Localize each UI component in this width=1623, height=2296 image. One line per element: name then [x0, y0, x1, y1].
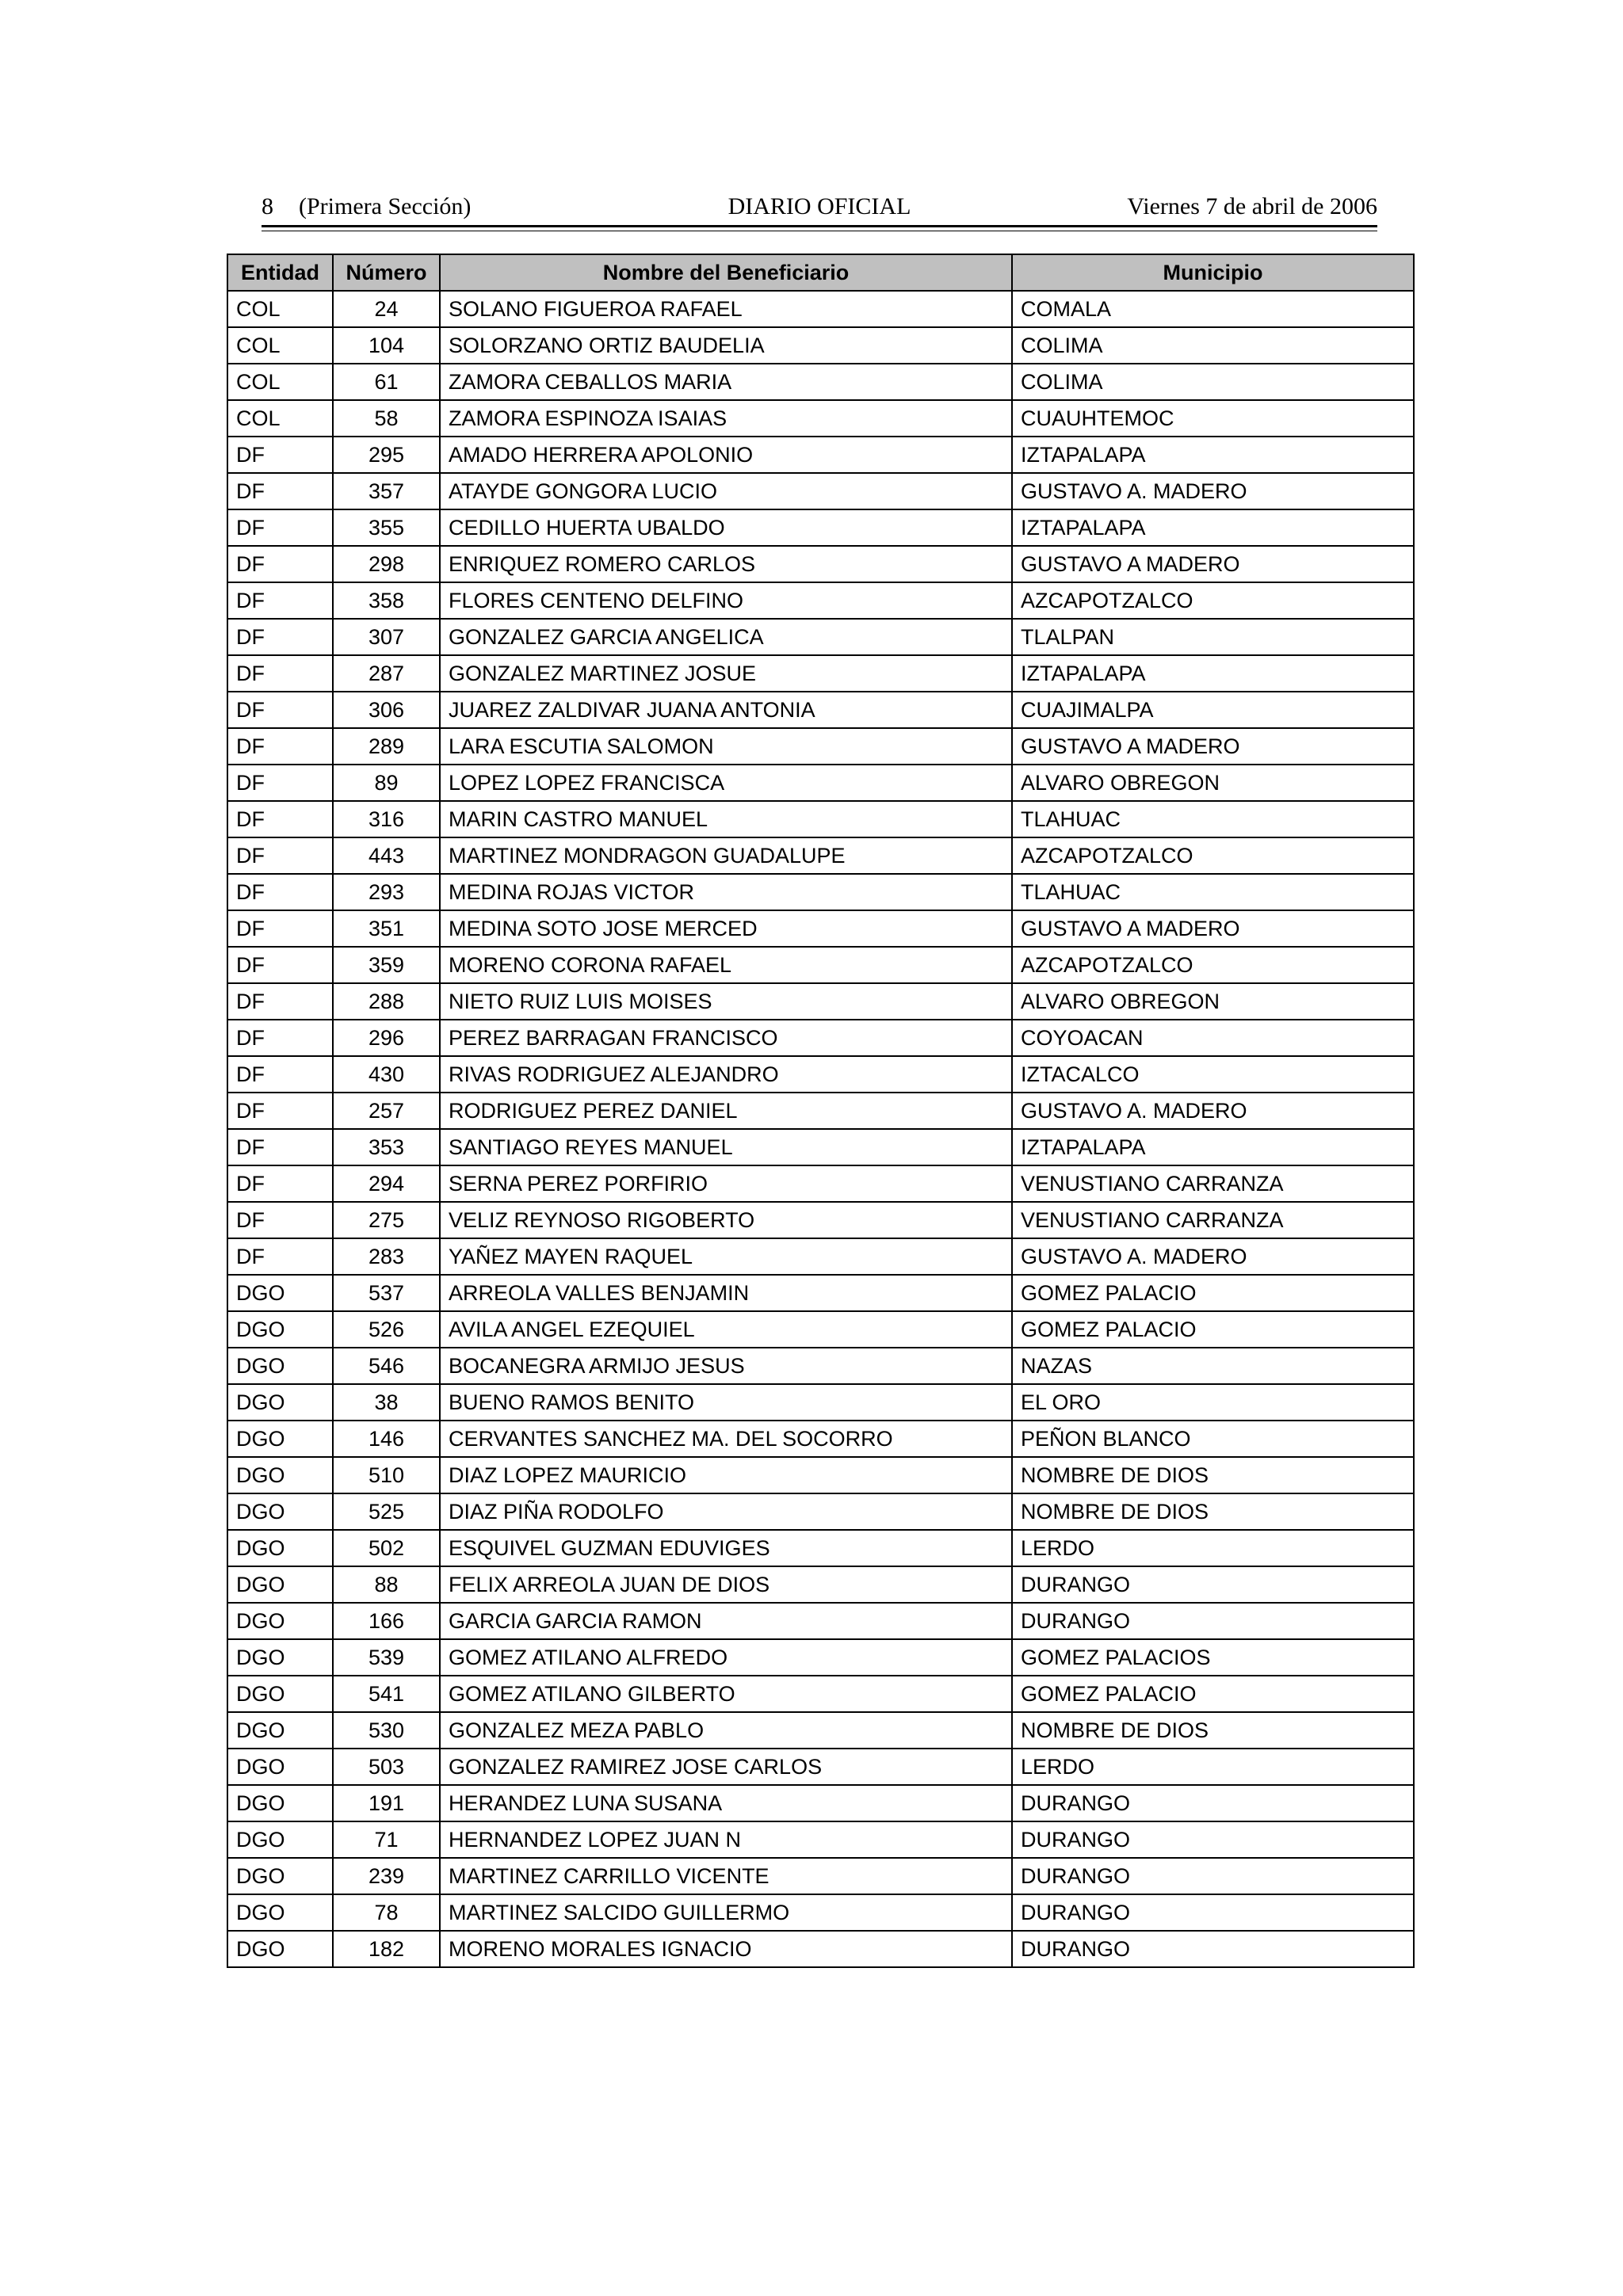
numero-cell: 293: [333, 874, 440, 910]
table-row: [227, 582, 1414, 619]
municipio-cell: NOMBRE DE DIOS: [1012, 1493, 1414, 1530]
municipio-cell: VENUSTIANO CARRANZA: [1012, 1202, 1414, 1238]
beneficiario-cell: PEREZ BARRAGAN FRANCISCO: [440, 1020, 1012, 1056]
beneficiario-cell: MARTINEZ SALCIDO GUILLERMO: [440, 1894, 1012, 1931]
entidad-cell: COL: [227, 327, 333, 364]
beneficiario-cell: DIAZ LOPEZ MAURICIO: [440, 1457, 1012, 1493]
table-header: [227, 254, 1414, 291]
municipio-cell: GOMEZ PALACIO: [1012, 1275, 1414, 1311]
beneficiario-cell: AMADO HERRERA APOLONIO: [440, 437, 1012, 473]
beneficiario-cell: AVILA ANGEL EZEQUIEL: [440, 1311, 1012, 1348]
table-row: [227, 1275, 1414, 1311]
entidad-cell: DGO: [227, 1676, 333, 1712]
entidad-cell: DF: [227, 1238, 333, 1275]
beneficiario-cell: GONZALEZ MEZA PABLO: [440, 1712, 1012, 1749]
numero-cell: 289: [333, 728, 440, 765]
numero-cell: 537: [333, 1275, 440, 1311]
table-row: [227, 1566, 1414, 1603]
table-row: [227, 1712, 1414, 1749]
municipio-cell: ALVARO OBREGON: [1012, 983, 1414, 1020]
beneficiario-cell: MEDINA ROJAS VICTOR: [440, 874, 1012, 910]
publication-date: Viernes 7 de abril de 2006: [1127, 193, 1377, 219]
beneficiario-cell: GONZALEZ GARCIA ANGELICA: [440, 619, 1012, 655]
table-row: [227, 1785, 1414, 1821]
table-row: [227, 1749, 1414, 1785]
entidad-cell: DGO: [227, 1421, 333, 1457]
table-row: [227, 1931, 1414, 1967]
beneficiario-cell: NIETO RUIZ LUIS MOISES: [440, 983, 1012, 1020]
municipio-cell: DURANGO: [1012, 1785, 1414, 1821]
beneficiario-cell: MARIN CASTRO MANUEL: [440, 801, 1012, 837]
beneficiario-cell: DIAZ PIÑA RODOLFO: [440, 1493, 1012, 1530]
beneficiario-cell: SOLANO FIGUEROA RAFAEL: [440, 291, 1012, 327]
numero-cell: 288: [333, 983, 440, 1020]
numero-cell: 298: [333, 546, 440, 582]
municipio-cell: IZTACALCO: [1012, 1056, 1414, 1093]
municipio-cell: NOMBRE DE DIOS: [1012, 1457, 1414, 1493]
numero-cell: 353: [333, 1129, 440, 1165]
municipio-cell: DURANGO: [1012, 1821, 1414, 1858]
table-row: [227, 692, 1414, 728]
municipio-cell: DURANGO: [1012, 1894, 1414, 1931]
numero-cell: 58: [333, 400, 440, 437]
municipio-cell: DURANGO: [1012, 1566, 1414, 1603]
numero-cell: 24: [333, 291, 440, 327]
numero-cell: 351: [333, 910, 440, 947]
table-header-row: [227, 254, 1414, 291]
numero-cell: 275: [333, 1202, 440, 1238]
numero-cell: 61: [333, 364, 440, 400]
numero-cell: 287: [333, 655, 440, 692]
numero-cell: 510: [333, 1457, 440, 1493]
entidad-cell: DF: [227, 1129, 333, 1165]
beneficiaries-table: [227, 254, 1415, 1968]
page-number: 8: [262, 193, 273, 219]
entidad-cell: DGO: [227, 1639, 333, 1676]
beneficiario-cell: MEDINA SOTO JOSE MERCED: [440, 910, 1012, 947]
numero-cell: 443: [333, 837, 440, 874]
table-body: [227, 291, 1414, 1967]
municipio-cell: DURANGO: [1012, 1603, 1414, 1639]
numero-cell: 359: [333, 947, 440, 983]
municipio-cell: TLAHUAC: [1012, 801, 1414, 837]
entidad-cell: DGO: [227, 1384, 333, 1421]
table-row: [227, 437, 1414, 473]
numero-cell: 146: [333, 1421, 440, 1457]
table-row: [227, 546, 1414, 582]
table-row: [227, 655, 1414, 692]
column-nombre-header: Nombre del Beneficiario: [440, 254, 1012, 291]
column-entidad-header: Entidad: [227, 254, 333, 291]
entidad-cell: DF: [227, 655, 333, 692]
table-row: [227, 765, 1414, 801]
beneficiario-cell: GARCIA GARCIA RAMON: [440, 1603, 1012, 1639]
beneficiario-cell: ARREOLA VALLES BENJAMIN: [440, 1275, 1012, 1311]
table-row: [227, 1493, 1414, 1530]
beneficiario-cell: MORENO MORALES IGNACIO: [440, 1931, 1012, 1967]
municipio-cell: GOMEZ PALACIO: [1012, 1676, 1414, 1712]
numero-cell: 71: [333, 1821, 440, 1858]
table-row: [227, 1056, 1414, 1093]
beneficiario-cell: GOMEZ ATILANO GILBERTO: [440, 1676, 1012, 1712]
municipio-cell: GUSTAVO A MADERO: [1012, 910, 1414, 947]
beneficiario-cell: SANTIAGO REYES MANUEL: [440, 1129, 1012, 1165]
beneficiario-cell: BOCANEGRA ARMIJO JESUS: [440, 1348, 1012, 1384]
table-row: [227, 1676, 1414, 1712]
municipio-cell: DURANGO: [1012, 1931, 1414, 1967]
table-row: [227, 1421, 1414, 1457]
numero-cell: 430: [333, 1056, 440, 1093]
entidad-cell: COL: [227, 291, 333, 327]
entidad-cell: DF: [227, 473, 333, 509]
numero-cell: 239: [333, 1858, 440, 1894]
numero-cell: 257: [333, 1093, 440, 1129]
table-row: [227, 327, 1414, 364]
beneficiario-cell: ATAYDE GONGORA LUCIO: [440, 473, 1012, 509]
table-row: [227, 473, 1414, 509]
numero-cell: 503: [333, 1749, 440, 1785]
table-row: [227, 947, 1414, 983]
numero-cell: 38: [333, 1384, 440, 1421]
beneficiario-cell: MORENO CORONA RAFAEL: [440, 947, 1012, 983]
beneficiario-cell: LARA ESCUTIA SALOMON: [440, 728, 1012, 765]
municipio-cell: GUSTAVO A. MADERO: [1012, 1238, 1414, 1275]
municipio-cell: GUSTAVO A. MADERO: [1012, 473, 1414, 509]
beneficiario-cell: LOPEZ LOPEZ FRANCISCA: [440, 765, 1012, 801]
entidad-cell: DF: [227, 1020, 333, 1056]
entidad-cell: DF: [227, 509, 333, 546]
entidad-cell: DF: [227, 765, 333, 801]
table-row: [227, 1894, 1414, 1931]
beneficiario-cell: HERNANDEZ LOPEZ JUAN N: [440, 1821, 1012, 1858]
beneficiario-cell: GOMEZ ATILANO ALFREDO: [440, 1639, 1012, 1676]
beneficiario-cell: ZAMORA ESPINOZA ISAIAS: [440, 400, 1012, 437]
page-header: [262, 190, 1377, 223]
entidad-cell: DF: [227, 801, 333, 837]
beneficiario-cell: GONZALEZ RAMIREZ JOSE CARLOS: [440, 1749, 1012, 1785]
municipio-cell: NAZAS: [1012, 1348, 1414, 1384]
beneficiario-cell: FLORES CENTENO DELFINO: [440, 582, 1012, 619]
entidad-cell: COL: [227, 364, 333, 400]
numero-cell: 166: [333, 1603, 440, 1639]
table-row: [227, 1603, 1414, 1639]
numero-cell: 283: [333, 1238, 440, 1275]
entidad-cell: DF: [227, 910, 333, 947]
municipio-cell: TLAHUAC: [1012, 874, 1414, 910]
table-row: [227, 1238, 1414, 1275]
beneficiario-cell: ESQUIVEL GUZMAN EDUVIGES: [440, 1530, 1012, 1566]
municipio-cell: AZCAPOTZALCO: [1012, 947, 1414, 983]
numero-cell: 89: [333, 765, 440, 801]
publication-title: DIARIO OFICIAL: [727, 193, 911, 219]
entidad-cell: DF: [227, 692, 333, 728]
numero-cell: 296: [333, 1020, 440, 1056]
table-row: [227, 837, 1414, 874]
entidad-cell: DF: [227, 1202, 333, 1238]
entidad-cell: DGO: [227, 1821, 333, 1858]
numero-cell: 88: [333, 1566, 440, 1603]
entidad-cell: DF: [227, 874, 333, 910]
table-row: [227, 983, 1414, 1020]
table-row: [227, 619, 1414, 655]
entidad-cell: DGO: [227, 1858, 333, 1894]
table-row: [227, 1020, 1414, 1056]
beneficiario-cell: RIVAS RODRIGUEZ ALEJANDRO: [440, 1056, 1012, 1093]
municipio-cell: GUSTAVO A MADERO: [1012, 546, 1414, 582]
table-row: [227, 364, 1414, 400]
municipio-cell: CUAUHTEMOC: [1012, 400, 1414, 437]
municipio-cell: CUAJIMALPA: [1012, 692, 1414, 728]
municipio-cell: IZTAPALAPA: [1012, 1129, 1414, 1165]
numero-cell: 316: [333, 801, 440, 837]
numero-cell: 78: [333, 1894, 440, 1931]
municipio-cell: DURANGO: [1012, 1858, 1414, 1894]
beneficiario-cell: RODRIGUEZ PEREZ DANIEL: [440, 1093, 1012, 1129]
header-rule-thick: [262, 225, 1377, 227]
entidad-cell: DF: [227, 582, 333, 619]
municipio-cell: IZTAPALAPA: [1012, 509, 1414, 546]
entidad-cell: DF: [227, 546, 333, 582]
table-row: [227, 1165, 1414, 1202]
entidad-cell: DGO: [227, 1603, 333, 1639]
entidad-cell: DGO: [227, 1348, 333, 1384]
numero-cell: 104: [333, 327, 440, 364]
municipio-cell: GUSTAVO A MADERO: [1012, 728, 1414, 765]
beneficiario-cell: FELIX ARREOLA JUAN DE DIOS: [440, 1566, 1012, 1603]
entidad-cell: DGO: [227, 1931, 333, 1967]
numero-cell: 541: [333, 1676, 440, 1712]
municipio-cell: IZTAPALAPA: [1012, 437, 1414, 473]
numero-cell: 307: [333, 619, 440, 655]
beneficiario-cell: ENRIQUEZ ROMERO CARLOS: [440, 546, 1012, 582]
beneficiario-cell: VELIZ REYNOSO RIGOBERTO: [440, 1202, 1012, 1238]
numero-cell: 525: [333, 1493, 440, 1530]
beneficiario-cell: YAÑEZ MAYEN RAQUEL: [440, 1238, 1012, 1275]
table-row: [227, 400, 1414, 437]
table-row: [227, 1093, 1414, 1129]
municipio-cell: GUSTAVO A. MADERO: [1012, 1093, 1414, 1129]
beneficiario-cell: HERANDEZ LUNA SUSANA: [440, 1785, 1012, 1821]
municipio-cell: TLALPAN: [1012, 619, 1414, 655]
table-row: [227, 1348, 1414, 1384]
entidad-cell: DGO: [227, 1275, 333, 1311]
column-municipio-header: Municipio: [1012, 254, 1414, 291]
entidad-cell: DGO: [227, 1311, 333, 1348]
municipio-cell: COMALA: [1012, 291, 1414, 327]
municipio-cell: IZTAPALAPA: [1012, 655, 1414, 692]
numero-cell: 294: [333, 1165, 440, 1202]
table-row: [227, 1858, 1414, 1894]
table-row: [227, 1384, 1414, 1421]
municipio-cell: GOMEZ PALACIOS: [1012, 1639, 1414, 1676]
entidad-cell: DF: [227, 619, 333, 655]
beneficiario-cell: SOLORZANO ORTIZ BAUDELIA: [440, 327, 1012, 364]
municipio-cell: VENUSTIANO CARRANZA: [1012, 1165, 1414, 1202]
table-row: [227, 1821, 1414, 1858]
table-row: [227, 1311, 1414, 1348]
section-label: (Primera Sección): [299, 193, 472, 219]
municipio-cell: COLIMA: [1012, 364, 1414, 400]
table-row: [227, 910, 1414, 947]
table-row: [227, 291, 1414, 327]
municipio-cell: COYOACAN: [1012, 1020, 1414, 1056]
entidad-cell: DGO: [227, 1566, 333, 1603]
table-row: [227, 1530, 1414, 1566]
numero-cell: 530: [333, 1712, 440, 1749]
entidad-cell: DF: [227, 728, 333, 765]
table-row: [227, 1639, 1414, 1676]
municipio-cell: AZCAPOTZALCO: [1012, 582, 1414, 619]
entidad-cell: DGO: [227, 1712, 333, 1749]
municipio-cell: PEÑON BLANCO: [1012, 1421, 1414, 1457]
municipio-cell: AZCAPOTZALCO: [1012, 837, 1414, 874]
numero-cell: 306: [333, 692, 440, 728]
beneficiario-cell: MARTINEZ MONDRAGON GUADALUPE: [440, 837, 1012, 874]
beneficiario-cell: GONZALEZ MARTINEZ JOSUE: [440, 655, 1012, 692]
numero-cell: 526: [333, 1311, 440, 1348]
entidad-cell: DF: [227, 1056, 333, 1093]
entidad-cell: DF: [227, 1165, 333, 1202]
entidad-cell: DGO: [227, 1785, 333, 1821]
numero-cell: 546: [333, 1348, 440, 1384]
table-row: [227, 874, 1414, 910]
numero-cell: 357: [333, 473, 440, 509]
entidad-cell: COL: [227, 400, 333, 437]
beneficiario-cell: JUAREZ ZALDIVAR JUANA ANTONIA: [440, 692, 1012, 728]
municipio-cell: LERDO: [1012, 1530, 1414, 1566]
table-row: [227, 1129, 1414, 1165]
numero-cell: 502: [333, 1530, 440, 1566]
beneficiario-cell: CERVANTES SANCHEZ MA. DEL SOCORRO: [440, 1421, 1012, 1457]
entidad-cell: DGO: [227, 1457, 333, 1493]
numero-cell: 295: [333, 437, 440, 473]
numero-cell: 182: [333, 1931, 440, 1967]
entidad-cell: DGO: [227, 1749, 333, 1785]
municipio-cell: COLIMA: [1012, 327, 1414, 364]
table-row: [227, 728, 1414, 765]
municipio-cell: GOMEZ PALACIO: [1012, 1311, 1414, 1348]
entidad-cell: DF: [227, 947, 333, 983]
entidad-cell: DGO: [227, 1530, 333, 1566]
municipio-cell: EL ORO: [1012, 1384, 1414, 1421]
column-numero-header: Número: [333, 254, 440, 291]
beneficiario-cell: SERNA PEREZ PORFIRIO: [440, 1165, 1012, 1202]
municipio-cell: NOMBRE DE DIOS: [1012, 1712, 1414, 1749]
table-row: [227, 509, 1414, 546]
numero-cell: 191: [333, 1785, 440, 1821]
numero-cell: 358: [333, 582, 440, 619]
numero-cell: 355: [333, 509, 440, 546]
entidad-cell: DF: [227, 837, 333, 874]
entidad-cell: DF: [227, 983, 333, 1020]
table-row: [227, 1457, 1414, 1493]
entidad-cell: DGO: [227, 1894, 333, 1931]
entidad-cell: DF: [227, 1093, 333, 1129]
entidad-cell: DGO: [227, 1493, 333, 1530]
beneficiario-cell: ZAMORA CEBALLOS MARIA: [440, 364, 1012, 400]
table-row: [227, 801, 1414, 837]
beneficiario-cell: CEDILLO HUERTA UBALDO: [440, 509, 1012, 546]
beneficiario-cell: BUENO RAMOS BENITO: [440, 1384, 1012, 1421]
table-row: [227, 1202, 1414, 1238]
beneficiario-cell: MARTINEZ CARRILLO VICENTE: [440, 1858, 1012, 1894]
municipio-cell: LERDO: [1012, 1749, 1414, 1785]
entidad-cell: DF: [227, 437, 333, 473]
numero-cell: 539: [333, 1639, 440, 1676]
municipio-cell: ALVARO OBREGON: [1012, 765, 1414, 801]
